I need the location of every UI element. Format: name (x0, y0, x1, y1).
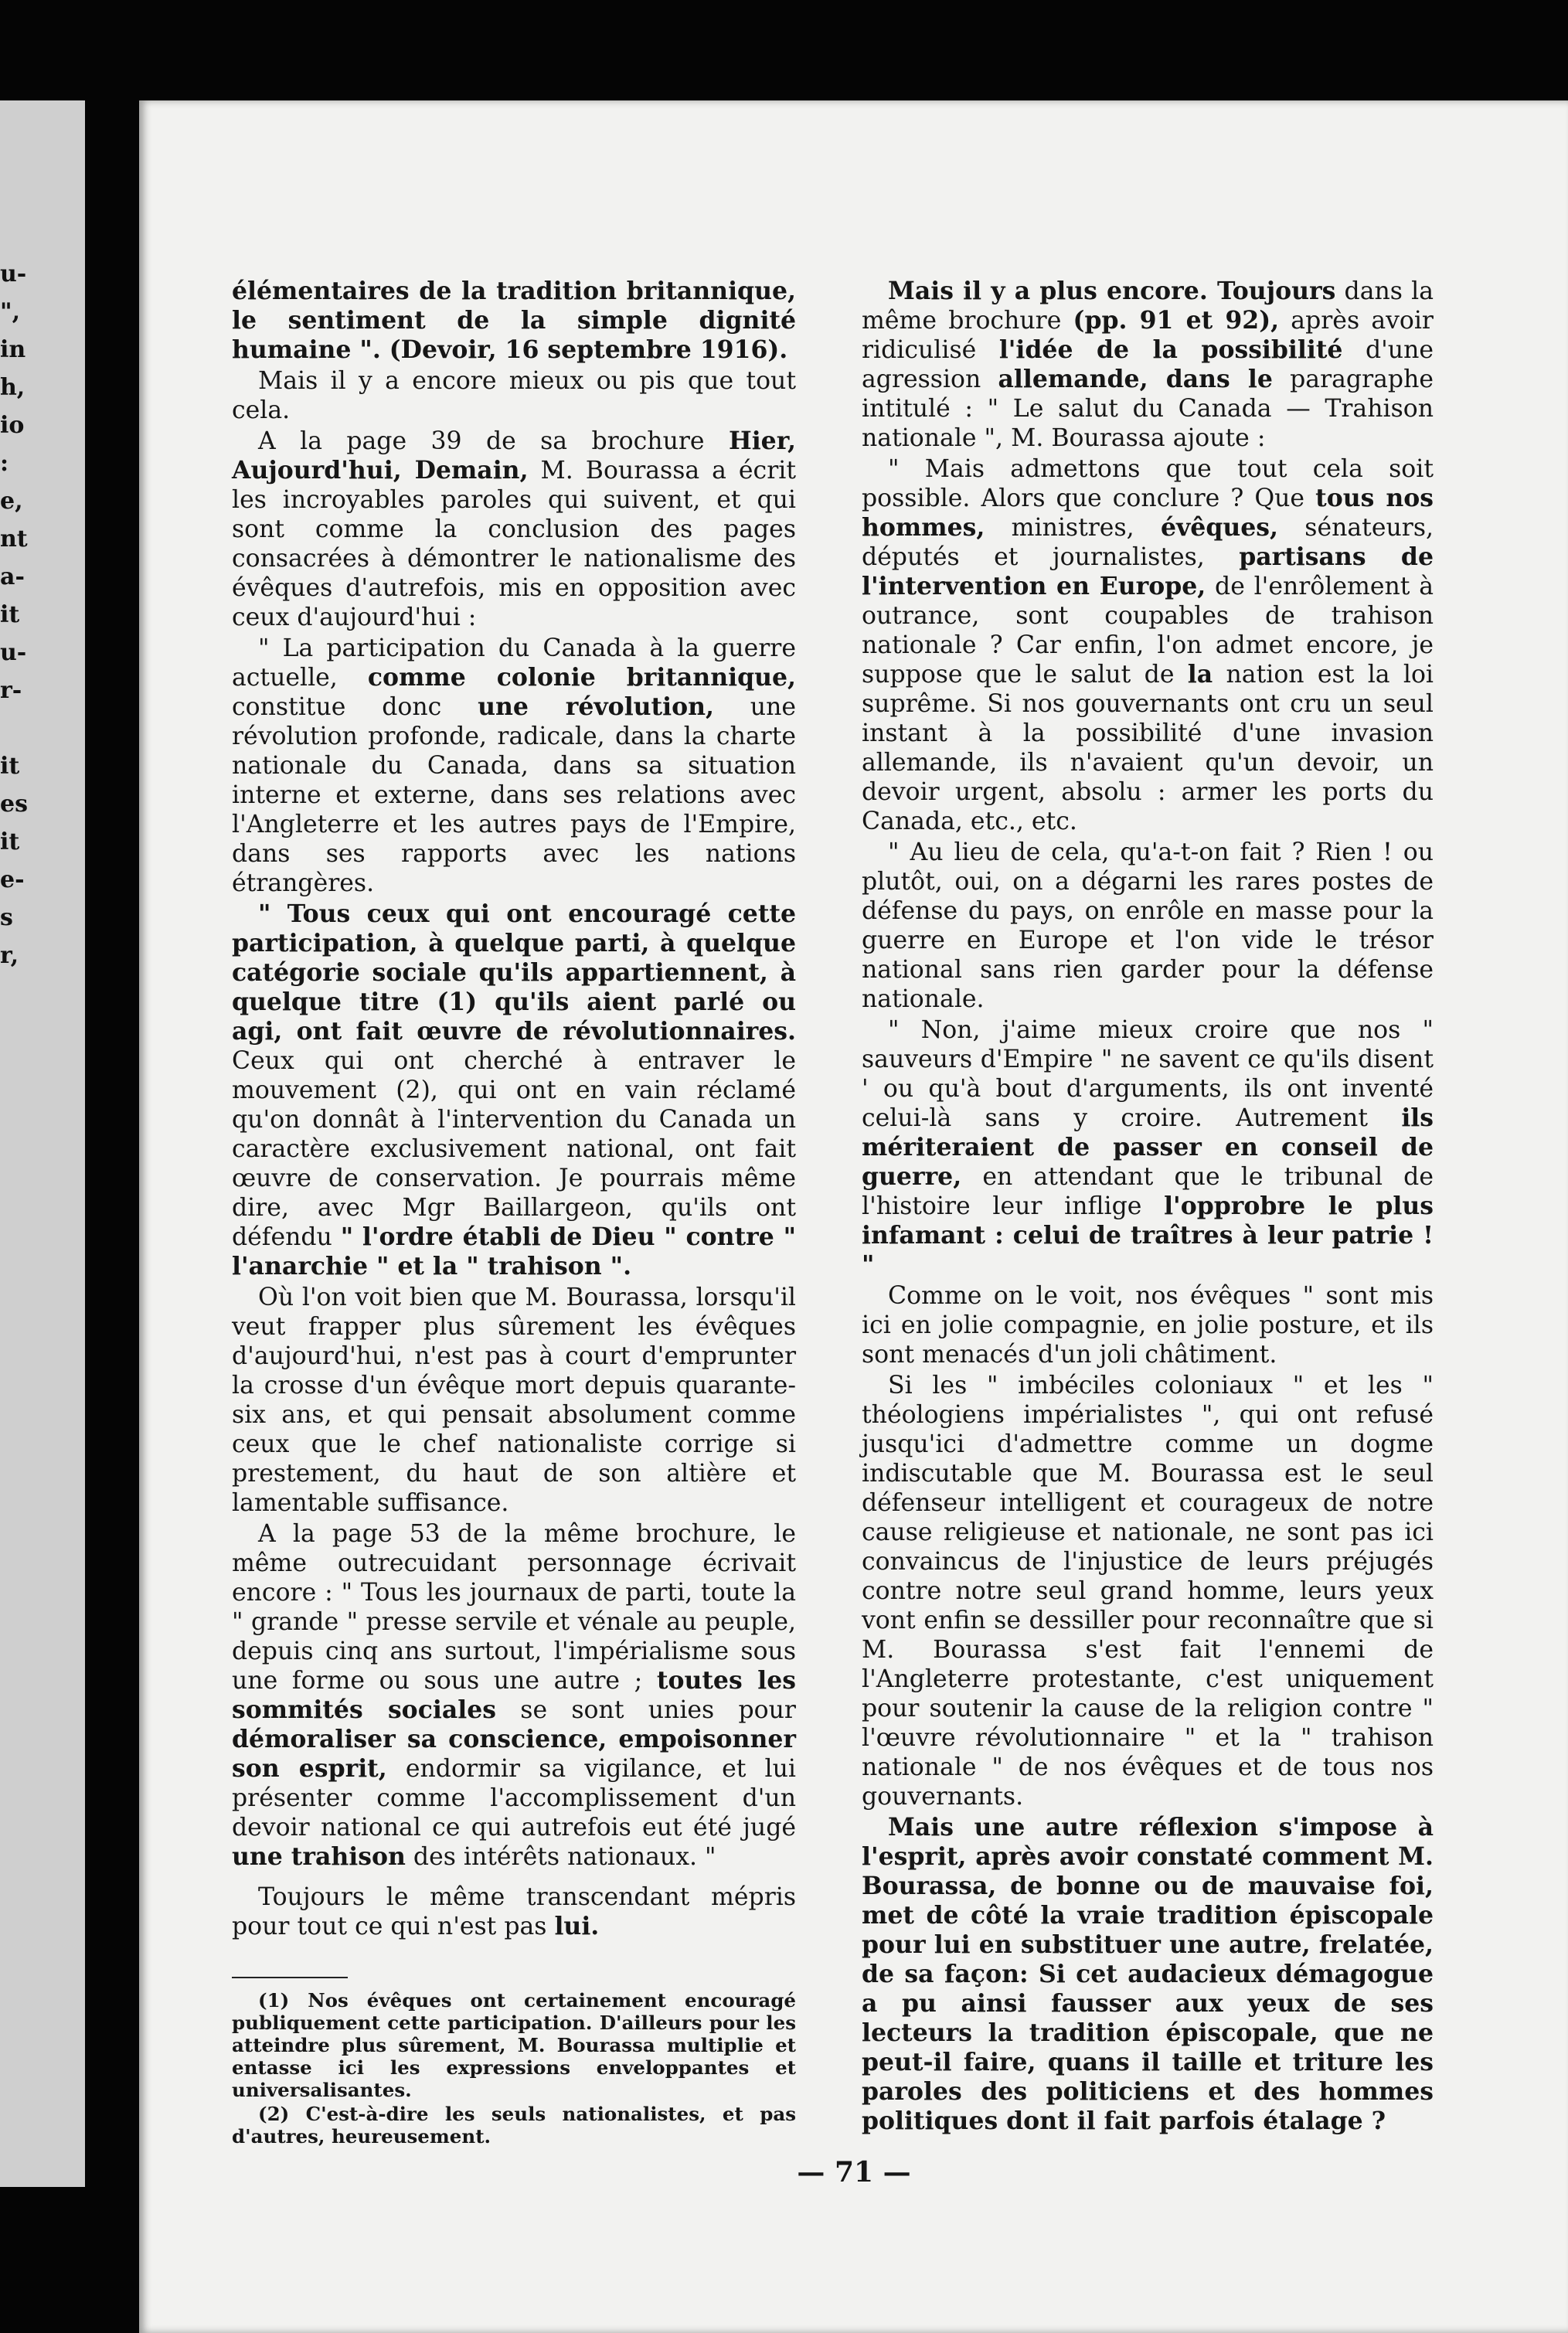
text-run: " Non, j'aime mieux croire que nos " sauveurs d'Empire " ne savent ce qu'ils disent ' ou qu'à bout d'arguments, ils ont inventé celui-là sans y croire. Autrement (862, 1016, 1434, 1132)
bold-run: démoraliser sa conscience, empoisonner son esprit, (232, 1725, 796, 1783)
text-run: une révolution profonde, radicale, dans la charte nationale du Canada, dans sa situation interne et externe, dans ses relations avec l'Angleterre et les autres pays de l'Empire, dans ses rapports avec les nations étrangères. (232, 693, 796, 897)
bold-run: comme colonie britannique, (367, 663, 797, 692)
edge-fragment: r, (0, 942, 19, 969)
text-run: M. Bourassa a écrit les incroyables paroles qui suivent, et qui sont comme la conclusion des pages consacrées à démontrer le nationalisme des évêques d'autrefois, mis en opposition avec ceux d'aujourd'hui : (232, 457, 796, 631)
adjacent-page-edge (0, 100, 85, 2187)
footnote-2: (2) C'est-à-dire les seuls nationalistes, et pas d'autres, heureusement. (232, 2103, 796, 2148)
book-page (139, 100, 1568, 2333)
bold-run: toutes les sommités sociales (232, 1666, 797, 1724)
paragraph (232, 366, 796, 425)
bold-run: ils mériteraient de passer en conseil de guerre, (862, 1104, 1434, 1191)
page-number: — 71 — (797, 2156, 911, 2188)
edge-fragment: it (0, 601, 20, 628)
text-run: endormir sa vigilance, et lui présenter comme l'accomplissement d'un devoir national ce qui autrefois eut été jugé (232, 1755, 796, 1842)
bold-run: l'idée de la possibilité (998, 335, 1343, 364)
edge-fragment: e, (0, 488, 23, 515)
text-run: Si les " imbéciles coloniaux " et les " théologiens impérialistes ", qui ont refusé jusqu'ici d'admettre comme un dogme indiscutable que M. Bourassa est le seul défenseur intelligent et courageux de notre cause religieuse et nationale, ne sont pas ici convaincus de l'injustice de leurs préjugés contre notre seul grand homme, leurs yeux vont enfin se dessiller pour reconnaître que si M. Bourassa s'est fait l'ennemi de l'Angleterre protestante, c'est uniquement pour soutenir la cause de la religion contre " l'œuvre révolutionnaire " et la " trahison nationale " de nos évêques et de tous nos gouvernants. (862, 1372, 1434, 1811)
paragraph (862, 277, 1434, 453)
bold-run: " l'ordre établi de Dieu " contre " l'anarchie " et la " trahison ". (232, 1223, 796, 1280)
text-run: " Mais admettons que tout cela soit possible. Alors que conclure ? Que (862, 455, 1434, 512)
text-run: constitue donc (232, 693, 478, 721)
bold-run: allemande, dans le (998, 365, 1273, 393)
quote-paragraph (862, 1015, 1434, 1280)
edge-fragment: s (0, 904, 13, 931)
text-run: nation est la loi suprême. Si nos gouvernants ont cru un seul instant à la possibilité d'une invasion allemande, ils n'avaient qu'un devoir, un devoir urgent, absolu : armer les ports du Canada, etc., etc. (862, 661, 1434, 835)
text-run: d'une agression (862, 336, 1434, 393)
footnote-1: (1) Nos évêques ont certainement encouragé publiquement cette participation. D'ailleurs pour les atteindre plus sûrement, M. Bourassa multiplie et entasse ici les expressions enveloppantes et universalisantes. (232, 1989, 796, 2101)
text-run: en attendant que le tribunal de l'histoire leur inflige (862, 1163, 1434, 1220)
bold-run: Mais il y a plus encore. Toujours (888, 277, 1336, 305)
quote-paragraph (232, 900, 796, 1281)
adjacent-page-text (0, 255, 46, 974)
bold-run: (pp. 91 et 92), (1073, 306, 1280, 335)
edge-fragment: h, (0, 374, 26, 401)
edge-fragment (0, 709, 46, 747)
edge-fragment: a- (0, 563, 25, 590)
bold-run: " Tous ceux qui ont encouragé cette participation, à quelque parti, à quelque catégorie sociale qu'ils appartiennent, à quelque titre (1) qu'ils aient parlé ou agi, ont fait œuvre de révolutionnaires. (232, 900, 796, 1046)
edge-fragment: it (0, 753, 20, 780)
text-run: sénateurs, députés et journalistes, (862, 514, 1434, 571)
paragraph (232, 277, 796, 365)
text-run: " La participation du Canada à la guerre actuelle, (232, 634, 796, 692)
edge-fragment: es (0, 791, 28, 818)
text-run: Mais il y a encore mieux ou pis que tout cela. (232, 367, 796, 424)
bold-run: Mais une autre réflexion s'impose à l'esprit, après avoir constaté comment M. Bourassa, de bonne ou de mauvaise foi, met de côté la vraie tradition épiscopale pour lui en substituer une autre, frelatée, de sa façon: Si cet audacieux démagogue a pu ainsi fausser aux yeux de ses lecteurs la tradition épiscopale, que ne peut-il faire, quans il taille et triture les paroles des politiciens et des hommes politiques dont il fait parfois étalage ? (862, 1813, 1434, 2135)
text-run: Comme on le voit, nos évêques " sont mis ici en jolie compagnie, en jolie posture, et ils sont menacés d'un joli châtiment. (862, 1282, 1434, 1369)
edge-fragment: : (0, 450, 9, 477)
text-run: Toujours le même transcendant mépris pour tout ce qui n'est pas (232, 1883, 796, 1940)
text-run: A la page 39 de sa brochure (258, 427, 729, 455)
bold-run: élémentaires de la tradition britannique, le sentiment de la simple dignité humaine ". (Devoir, 16 septembre 1916). (232, 277, 796, 364)
bold-run: tous nos hommes, (862, 484, 1434, 542)
text-run: " Au lieu de cela, qu'a-t-on fait ? Rien ! ou plutôt, oui, on a dégarni les rares postes de défense du pays, on enrôle en masse pour la guerre en Europe et l'on vide le trésor national sans rien garder pour la défense nationale. (862, 838, 1434, 1013)
text-run: ministres, (985, 514, 1161, 542)
paragraph (232, 1882, 796, 1941)
left-column (232, 277, 796, 2148)
text-run: Ceux qui ont cherché à entraver le mouvement (2), qui ont en vain réclamé qu'on donnât à l'intervention du Canada un caractère exclusivement national, ont fait œuvre de conservation. Je pourrais même dire, avec Mgr Baillargeon, qu'ils ont défendu (232, 1047, 796, 1251)
paragraph (232, 1519, 796, 1872)
quote-paragraph (862, 838, 1434, 1014)
edge-fragment: ", (0, 298, 21, 325)
edge-fragment: in (0, 336, 26, 363)
paragraph (862, 1371, 1434, 1811)
bold-run: partisans de l'intervention en Europe, (862, 542, 1434, 600)
edge-fragment: it (0, 828, 20, 855)
edge-fragment: io (0, 412, 25, 439)
text-run: se sont unies pour (496, 1696, 796, 1724)
bold-run: une révolution, (478, 692, 714, 721)
bold-run: lui. (554, 1912, 600, 1940)
paragraph (232, 427, 796, 632)
edge-fragment: e- (0, 866, 25, 893)
bold-run: Hier, Aujourd'hui, Demain, (232, 427, 796, 485)
paragraph (232, 1283, 796, 1518)
paragraph (862, 1281, 1434, 1369)
text-run: Où l'on voit bien que M. Bourassa, lorsqu'il veut frapper plus sûrement les évêques d'aujourd'hui, n'est pas à court d'emprunter la crosse d'un évêque mort depuis quarante-six ans, et qui pensait absolument comme ceux que le chef nationaliste corrige si prestement, du haut de son altière et lamentable suffisance. (232, 1284, 796, 1517)
text-run: de l'enrôlement à outrance, sont coupables de trahison nationale ? Car enfin, l'on admet encore, je suppose que le salut de (862, 573, 1434, 689)
bold-run: évêques, (1160, 513, 1278, 542)
bold-run: la (1187, 660, 1213, 689)
text-run: des intérêts nationaux. " (405, 1843, 716, 1871)
quote-paragraph (862, 454, 1434, 836)
edge-fragment: r- (0, 677, 22, 704)
text-run: A la page 53 de la même brochure, le même outrecuidant personnage écrivait encore : " Tous les journaux de parti, toute la " grande " presse servile et vénale au peuple, depuis cinq ans surtout, l'impérialisme sous une forme ou sous une autre ; (232, 1520, 796, 1695)
edge-fragment: u- (0, 639, 27, 666)
footnote-rule (232, 1977, 348, 1978)
bold-run: une trahison (232, 1842, 406, 1871)
quote-paragraph (232, 634, 796, 898)
text-run: dans la même brochure (862, 277, 1434, 335)
paragraph (862, 1813, 1434, 2136)
bold-run: l'opprobre le plus infamant : celui de traîtres à leur patrie ! " (862, 1192, 1434, 1279)
text-run: paragraphe intitulé : " Le salut du Canada — Trahison nationale ", M. Bourassa ajoute : (862, 366, 1434, 452)
edge-fragment: nt (0, 525, 28, 553)
edge-fragment: u- (0, 260, 27, 287)
text-run: après avoir ridiculisé (862, 307, 1434, 364)
right-column (862, 277, 1434, 2136)
